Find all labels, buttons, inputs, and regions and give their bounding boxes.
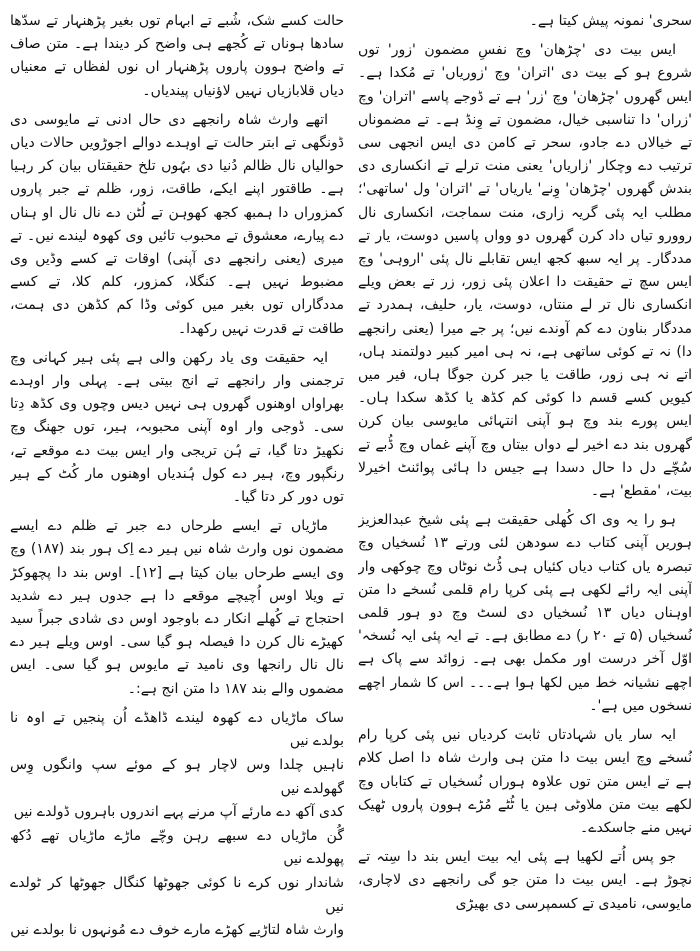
paragraph: ایس بیت دی 'چڑھان' وچ نفسِ مضمون 'زور' توں شروع ہو کے بیت دی 'اتران' وچ 'زوریاں' تے مُکدا ہے۔ ایس گھروں 'چڑھان' وچ 'زر' ہے تے ڈوجے پاسے 'اتران' وچ 'زراں' دا تناسبی خیال، مضمون تے وِنڈ ہے۔ تے مضموناں تے خیالاں دے جادو، سحر تے کامن دی ایس انجھی سی ترتیب دے وچکار 'زاریاں' یعنی منت ترلے تے انکساری دی بندش گھروں 'چڑھان' وِنے' یاریاں' تے 'اتران' ول 'ساتھی'؛ مطلب ایہ پئی گریہ زاری، منت سماجت، انکساری نال روورو تیاں داد کرن گھروں دو وواں پاسیں دوست، یار تے مددگار۔ پر ایہ سبھ کجھ ایس تقابلے نال پئی 'اروہی' وچ ایس سچ تے حقیقت دا اعلان پئی زور، زر تے بعض ویلے انکساری نال تر لے منتاں، دوست، یار، حلیف، ہمدرد تے مددگار بناون دے کم آوندے نیں؛ پر جے میرا (یعنی رانجھے دا) نہ تے کوئی ساتھی ہے، نہ ہی امیر کبیر دولتمند ہاں، اتے نہ ہی زور، طاقت یا جبر کرن جوگا ہاں، فیر میں کیویں کسے قسم دا کوئی کم کڈھ یا کڈھ سکدا ہاں۔ ایس پورے بند وچ ہو آپنی انتہائی مایوسی بیان کرن گھروں بند دے اخیر لے دواں بیتاں وچ آپنے غماں وچ ڈُبے تے سُچّے دل دا حال دسدا ہے جیس دا ہائی پوائنٹ اخیرلا بیت، 'مقطع' ہے۔ [358,42,692,500]
paragraph: سحری' نمونہ پیش کیتا ہے۔ [529,13,692,29]
paragraph: اتھے وارث شاہ رانجھے دی حال ادنی تے مایوسی دی ڈونگھی تے ابتر حالت تے اوہدے دوالے اجوڑویں حالات دیاں حوالیاں نال ظالم دُنیا دی بہُوں تلخ حقیقتاں بیان کر رہیا ہے۔ طاقتور اپنے ایکے، طاقت، زور، ظلم تے جبر پاروں کمزوراں دا ہمبھ کجھ کھوہن تے لُٹن دے نال نال او ہناں دے پیارے، معشوق تے محبوب تائیں وی کھوہ لیندے نیں۔ تے میری (یعنی رانجھے دی آپنی) اوقات تے کسے وڈیں وی مضبوط نہیں ہے۔ کنگلا، کمزور، کلم کلا، تے کسے مددگاراں توں بغیر میں کوئی وڈا کم کڈھن دی ہمت، طاقت تے قدرت نہیں رکھدا۔ [10,111,344,337]
paragraph: ایہ سار یاں شہادتاں ثابت کردیاں نیں پئی کرپا رام نُسخے وچ ایس بیت دا متن ہی وارث شاہ دا اصل کلام ہے تے ایس متن توں علاوہ ہوراں نُسخیاں تے کتاباں وچ لکھے بیت متن ملاوٹی ہین یا ٹُٹے مُڑے ہوون پاروں ٹھیک نہیں منے جاسکدے۔ [358,727,692,836]
verse-block [10,707,344,943]
paragraph: ایہ حقیقت وی یاد رکھن والی ہے پئی ہیر کہانی وچ ترجمنی وار رانجھے تے انج بیتی ہے۔ پہلی وار اوہدے بھراواں اوھنوں گھروں ہی نہیں دیس وچوں وی کڈھ دِتا سی۔ ڈوجی وار اوہ آپنی محبوبہ، ہیر، توں جھنگ وچ نکھیڑ دتا گیا، تے ہُن تریجی وار ایس بیت دے موقعے تے، رنگپور وچ، ہیر دے کول ہُندیاں اوھنوں مار کُٹ کے ہیر توں دور کر دتا گیا۔ [10,349,344,506]
column-gutter [349,10,350,940]
verse-line: ناہیں چلدا وس لاچار ہو کے موئے سپ وانگوں وِس گھولدے نیں [10,757,344,797]
verse-line: وارث شاہ لتاڑیے کھڑے مارے خوف دے مُونہوں نا بولدے نیں [10,922,344,939]
paragraph: حالت کسے شک، شُبے تے ابہام توں بغیر پڑھنہار تے سدّھا سادھا ہوناں تے کُجھے ہی واضح کر دیندا ہے۔ متن صاف تے واضح ہوون پاروں پڑھنہار اں نوں لفظاں تے معنیاں دیاں قلابازیاں نہیں لاؤنیاں پیندیاں۔ [10,13,344,99]
paragraph: جو پس اُتے لکھیا ہے پئی ایہ بیت ایس بند دا سِتہ تے نچوڑ ہے۔ ایس بیت دا متن جو گی رانجھے دی لاچاری، مایوسی، نامیدی تے کسمپرسی دی بھیڑی [358,849,692,912]
verse-line: شاندار نوں کرے نا کوئی جھوٹھا کنگال جھوٹھا کر ٹولدے نیں [10,875,344,915]
verse-line: ساک ماڑیاں دے کھوہ لیندے ڈاھڈے اُن پنجیں تے اوہ نا بولدے نیں [10,709,344,750]
paragraph: ماڑیاں تے ایسے طرحاں دے جبر تے ظلم دے ایسے مضمون نوں وارث شاہ نیں ہیر دے اِک ہور بند (۱۸۷) وچ وی ایسے طرحاں بیان کیتا ہے [۱۲]۔ اوس بند دا پچھوکڑ تے ویلا اوس اُچیچے موقعے دا ہے جدوں ہیر دے شدید احتجاج تے کُھلے انکار دے باوجود اوس دی شادی جبراً سید کھیڑے نال کرن دا فیصلہ ہو گیا سی۔ اوس ویلے ہیر دے نال نال رانجھا وی نامید تے مایوس ہو گیا سی۔ ایس مضموں والے بند ۱۸۷ دا متن انج ہے:۔ [10,518,344,697]
verse-line: گُن ماڑیاں دے سبھے رہن وچّے ماڑے ماڑیاں تھے دُکھ پھولدے نیں [10,827,344,868]
verse-line: کدی آکھ دے مارئے آپ مرنے پہے اندروں باہروں ڈولدے نیں [13,804,344,821]
paragraph: ہو را یہ وی اک کُھلی حقیقت ہے پئی شیخ عبدالعزیز ہوریں آپنی کتاب دے سودھن لئی ورتے ۱۳ نُسخیاں وچ تبصرہ یاں کتاب دیاں کئیاں ہی ڈُٹ نوٹاں وچ چوکھی وار آپنی ایہ رائے لکھی ہے پئی کرپا رام قلمی نُسخے دا متن اوہناں دیاں ۱۳ نُسخیاں دی لسٹ وچ دو ہور قلمی نُسخیاں (۵ تے ۲۰ ر) دے مطابق ہے۔ تے ایہ پئی ایہ نُسخہ' اوّل آخر درست اور مکمل بھی ہے۔ زوائد سے پاک ہے اچھے نشیانہ خط میں لکھا ہوا ہے۔۔۔ اس کا شمار اچھے نسخوں میں ہے'۔ [358,512,692,714]
left-column [10,10,344,945]
right-column [358,10,692,945]
